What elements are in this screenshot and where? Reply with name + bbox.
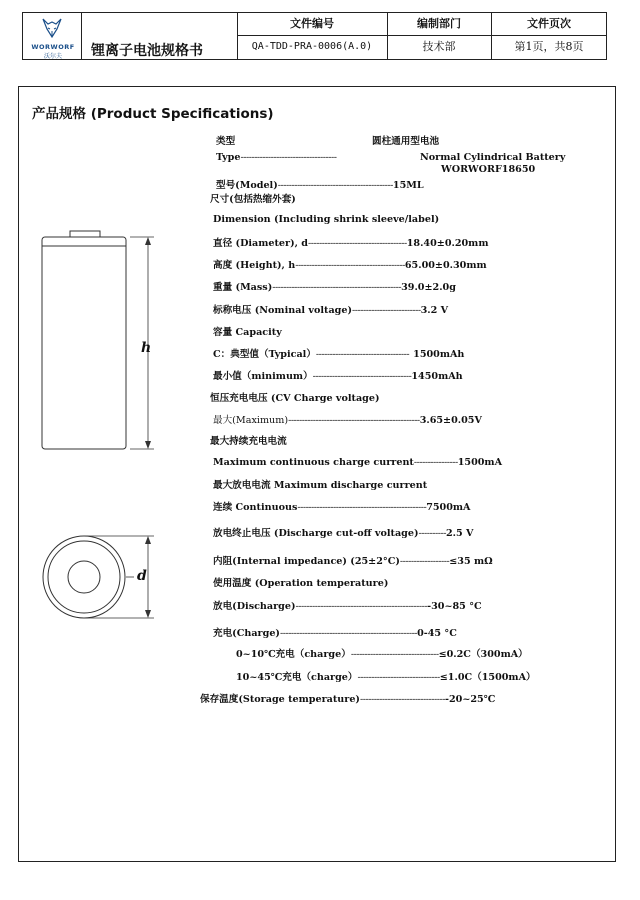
page-value: 第1页，共8页	[514, 40, 584, 53]
diameter-dimension-label: d	[137, 568, 147, 584]
max-cont-charge-en: Maximum continuous charge current	[213, 457, 414, 468]
diameter-value: 18.40±0.20mm	[406, 238, 489, 249]
max-discharge-label: 最大放电电流 Maximum discharge current	[213, 480, 428, 491]
type-cn-value: 圆柱通用型电池	[372, 136, 440, 147]
file-number-label: 文件编号	[290, 17, 334, 30]
impedance-value: ≤35 mΩ	[449, 556, 493, 567]
continuous-value: 7500mA	[426, 502, 471, 513]
charge-0-10-dashes: --------------------------------	[350, 649, 439, 660]
discharge-temp-value: -30~85 °C	[427, 601, 482, 612]
charge-0-10-label: 0~10℃充电（charge）	[236, 649, 351, 660]
typical-capacity-value: 1500mAh	[413, 349, 465, 360]
capacity-label: 容量 Capacity	[213, 327, 282, 338]
type-dashes: -----------------------------------	[240, 152, 337, 163]
mass-label: 重量 (Mass)	[213, 282, 273, 293]
height-label: 高度 (Height), h	[213, 260, 296, 271]
size-label: 尺寸(包括热缩外套)	[210, 194, 296, 205]
charge-10-45-value: ≤1.0C（1500mA）	[439, 672, 536, 683]
typical-dashes: ----------------------------------	[315, 349, 410, 360]
type-en-label: Type	[216, 152, 241, 163]
max-cont-charge-dashes: ----------------	[413, 457, 458, 468]
charge-temp-value: 0-45 °C	[417, 628, 457, 639]
logo-wordmark: WORWORF	[31, 43, 75, 51]
height-value: 65.00±0.30mm	[404, 260, 487, 271]
cv-max-label: 最大(Maximum)	[213, 415, 289, 426]
operation-temperature-label: 使用温度 (Operation temperature)	[213, 578, 389, 589]
charge-temp-dashes: --------------------------------------------------	[279, 628, 418, 639]
dimension-label: Dimension (Including shrink sleeve/label)	[213, 214, 440, 225]
mass-dashes: -----------------------------------------------	[272, 282, 402, 293]
brand-value: WORWORF18650	[441, 164, 536, 175]
impedance-dashes: ------------------	[399, 556, 450, 567]
impedance-label: 内阻(Internal impedance) (25±2°C)	[213, 556, 400, 567]
file-number-value: QA-TDD-PRA-0006(A.0)	[251, 41, 373, 52]
minimum-capacity-value: 1450mAh	[411, 371, 463, 382]
nominal-voltage-value: 3.2 V	[420, 305, 449, 316]
model-value: 15ML	[392, 180, 424, 191]
cutoff-dashes: ----------	[418, 528, 446, 539]
minimum-dashes: ------------------------------------	[312, 371, 412, 382]
department-value: 技术部	[422, 40, 456, 53]
nominal-voltage-label: 标称电压 (Nominal voltage)	[213, 305, 353, 316]
cv-max-dashes: ------------------------------------------------	[288, 415, 420, 426]
page-label: 文件页次	[527, 17, 571, 30]
logo-subtext: 沃尔夫	[43, 53, 62, 60]
cv-charge-label: 恒压充电电压 (CV Charge voltage)	[210, 393, 380, 404]
discharge-temp-dashes: ------------------------------------------------	[295, 601, 428, 612]
model-dashes: ------------------------------------------	[277, 180, 393, 191]
cutoff-voltage-label: 放电终止电压 (Discharge cut-off voltage)	[213, 528, 419, 539]
storage-temp-value: -20~25℃	[444, 694, 496, 705]
section-title: 产品规格 (Product Specifications)	[32, 106, 274, 122]
continuous-dashes: -----------------------------------------------	[297, 502, 427, 513]
document-header	[22, 12, 607, 60]
department-label: 编制部门	[417, 17, 461, 30]
type-cn-label: 类型	[216, 136, 236, 147]
charge-10-45-label: 10~45℃充电（charge）	[236, 672, 358, 683]
diameter-label: 直径 (Diameter), d	[213, 238, 309, 249]
nominal-dashes: -------------------------	[352, 305, 421, 316]
typical-capacity-label: C：典型值（Typical）	[213, 349, 316, 360]
charge-temp-label: 充电(Charge)	[213, 628, 280, 639]
type-en-value: Normal Cylindrical Battery	[420, 152, 566, 163]
charge-0-10-value: ≤0.2C（300mA）	[438, 649, 528, 660]
company-logo	[23, 13, 81, 59]
battery-dimension-diagram	[30, 225, 180, 645]
model-label: 型号(Model)	[216, 180, 278, 191]
max-cont-charge-value: 1500mA	[457, 457, 503, 468]
diameter-dashes: ------------------------------------	[308, 238, 407, 249]
height-dashes: ----------------------------------------	[295, 260, 405, 271]
storage-temp-label: 保存温度(Storage temperature)	[200, 694, 360, 705]
storage-temp-dashes: -------------------------------	[359, 694, 445, 705]
max-cont-charge-cn: 最大持续充电电流	[210, 436, 287, 447]
mass-value: 39.0±2.0g	[401, 282, 456, 293]
document-title: 锂离子电池规格书	[91, 43, 203, 59]
cutoff-voltage-value: 2.5 V	[445, 528, 474, 539]
charge-10-45-dashes: ------------------------------	[357, 672, 440, 683]
cv-max-value: 3.65±0.05V	[419, 415, 482, 426]
discharge-temp-label: 放电(Discharge)	[213, 601, 296, 612]
height-dimension-label: h	[141, 340, 152, 356]
wolf-logo-icon	[23, 13, 81, 43]
continuous-label: 连续 Continuous	[213, 502, 298, 513]
minimum-capacity-label: 最小值（minimum）	[213, 371, 313, 382]
